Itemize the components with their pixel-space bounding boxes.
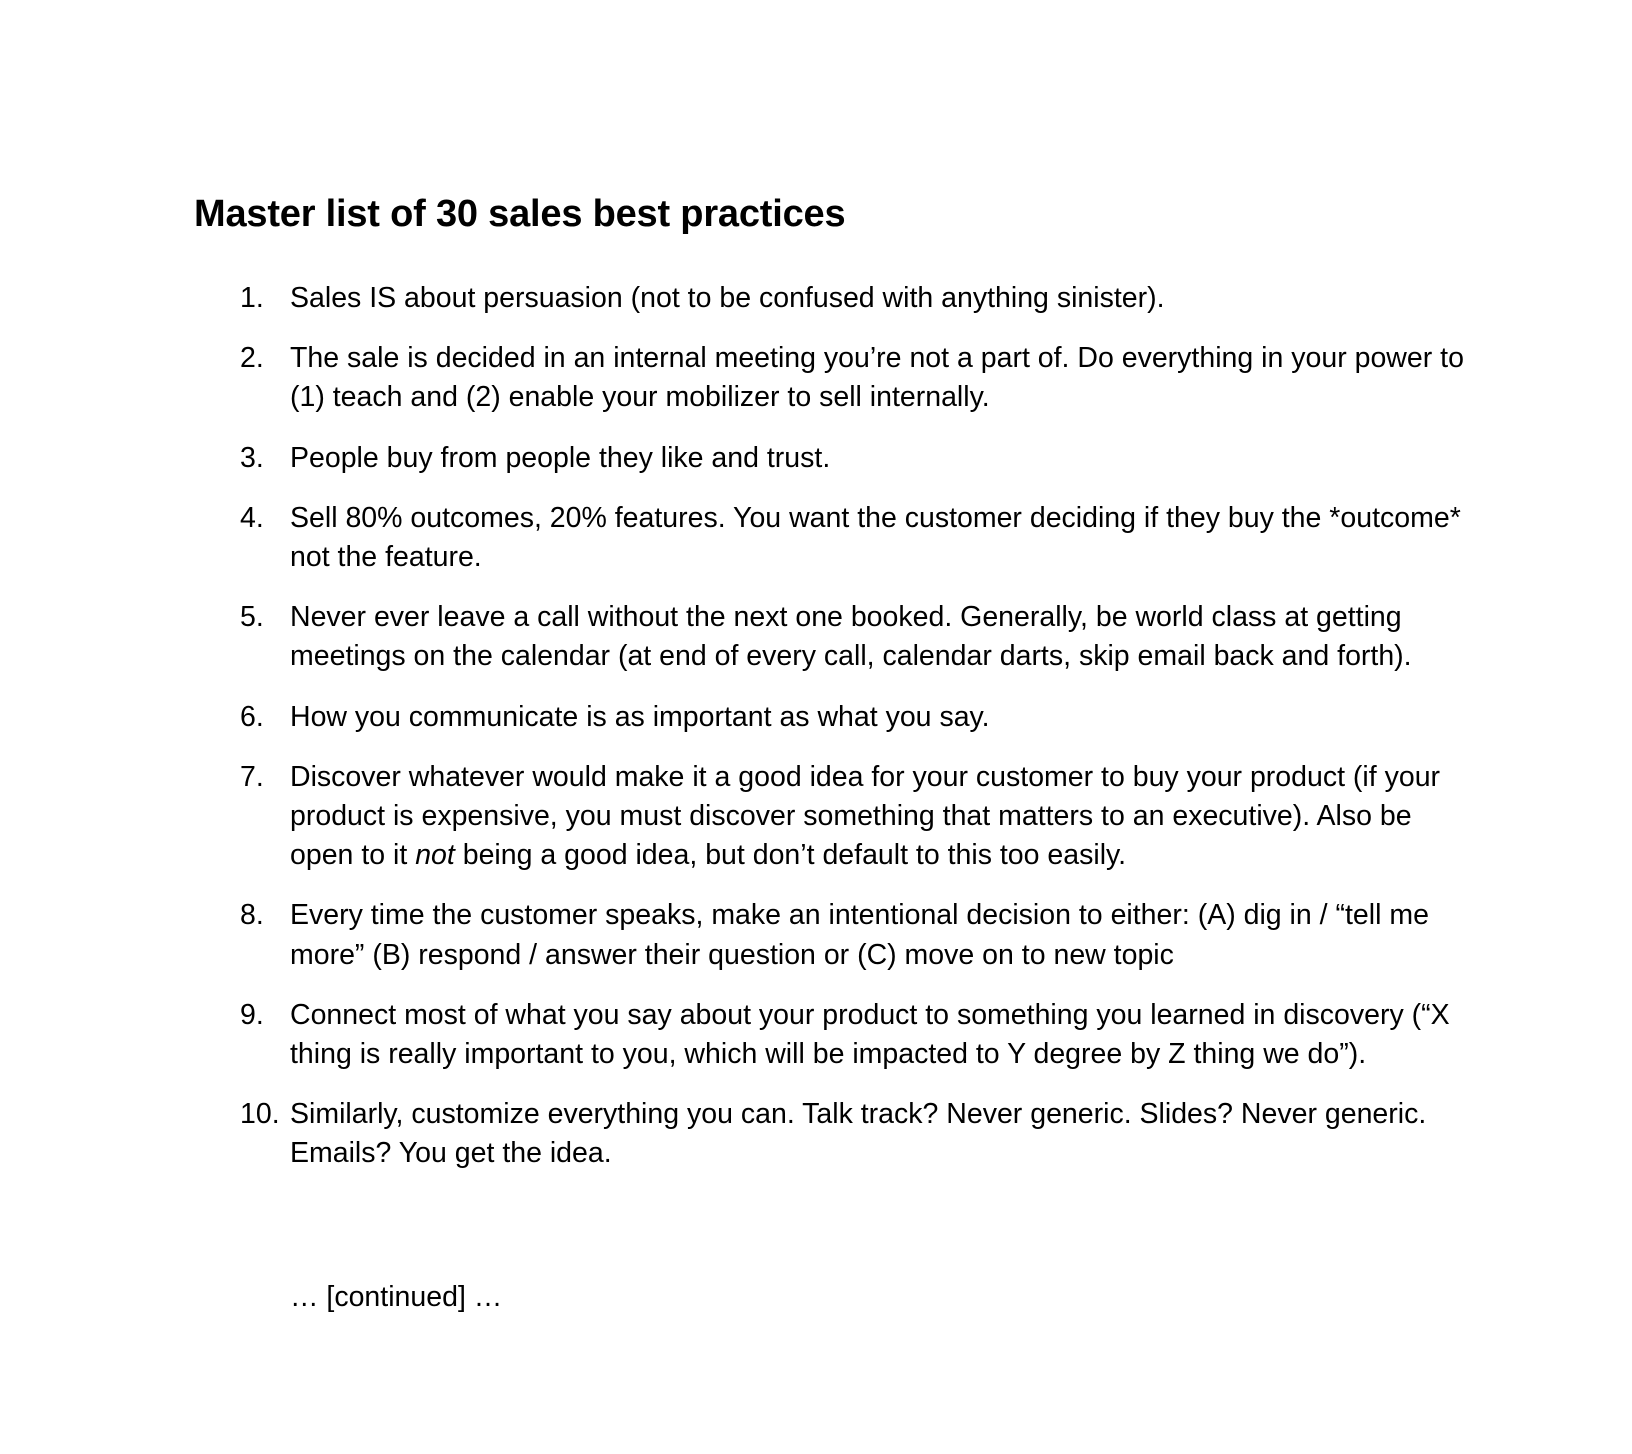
page-title: Master list of 30 sales best practices — [194, 193, 846, 235]
item-text: Never ever leave a call without the next one booked. Generally, be world class at getting meetings on the calendar (at end of every call, calendar darts, skip email back and forth). — [290, 601, 1412, 673]
item-text: Connect most of what you say about your product to something you learned in discovery (“X thing is really important to you, which will be impacted to Y degree by Z thing we do”). — [290, 998, 1450, 1071]
item-number: 2. — [240, 342, 264, 375]
continued-note: … [continued] … — [290, 1281, 503, 1313]
item-text-before: Discover whatever would make it a good idea for your customer to buy your product (if your product is expensive, you must discover something that matters to an executive). Also be open to it — [290, 760, 1441, 872]
list-item-6 — [240, 698, 1470, 737]
item-text: Similarly, customize everything you can. Talk track? Never generic. Slides? Never generic. Emails? You get the idea. — [290, 1098, 1427, 1170]
list-item-9 — [240, 996, 1470, 1074]
item-text: Every time the customer speaks, make an intentional decision to either: (A) dig in / “tell me more” (B) respond / answer their question or (C) move on to new topic — [290, 899, 1429, 971]
list-item-10 — [240, 1095, 1470, 1173]
item-text-after: being a good idea, but don’t default to this too easily. — [454, 839, 1127, 872]
list-item-5 — [240, 598, 1470, 676]
item-number: 6. — [240, 700, 264, 733]
item-number: 4. — [240, 501, 264, 534]
best-practices-list — [240, 279, 1470, 1195]
item-text: People buy from people they like and trust. — [290, 441, 831, 474]
item-number: 10. — [240, 1098, 280, 1131]
list-item-7 — [240, 758, 1470, 876]
item-number: 1. — [240, 282, 264, 314]
item-text: How you communicate is as important as what you say. — [290, 700, 990, 733]
list-item-3 — [240, 439, 1470, 478]
item-text: Sell 80% outcomes, 20% features. You want the customer deciding if they buy the *outcome* not the feature. — [290, 501, 1461, 574]
item-number: 3. — [240, 441, 264, 474]
list-item-2 — [240, 339, 1470, 417]
list-item-4 — [240, 499, 1470, 577]
item-text: The sale is decided in an internal meeting you’re not a part of. Do everything in your power to (1) teach and (2) enable your mobilizer to sell internally. — [290, 342, 1464, 414]
item-number: 7. — [240, 760, 264, 793]
item-number: 8. — [240, 899, 264, 932]
item-text-emphasis: not — [415, 839, 455, 872]
item-number: 5. — [240, 601, 264, 634]
item-number: 9. — [240, 998, 264, 1031]
item-text: Sales IS about persuasion (not to be confused with anything sinister). — [290, 282, 1165, 314]
list-item-8 — [240, 896, 1470, 974]
item-text — [290, 761, 1440, 871]
list-item-1 — [240, 279, 1470, 318]
